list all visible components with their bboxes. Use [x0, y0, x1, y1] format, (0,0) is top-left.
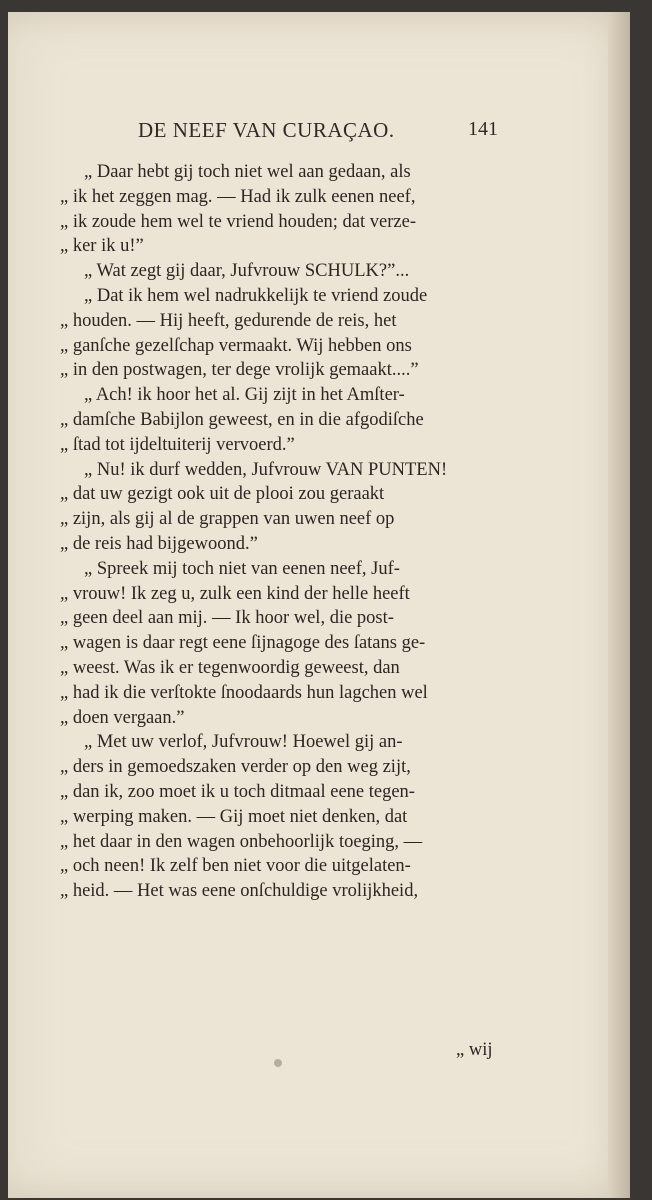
text-line: „ dan ik, zoo moet ik u toch ditmaal eene tegen- [60, 781, 415, 802]
text-line: „ ker ik u!” [60, 236, 144, 257]
text-line: „ Ach! ik hoor het al. Gij zijt in het Amſter- [84, 385, 405, 406]
text-line: „ werping maken. — Gij moet niet denken, dat [60, 806, 408, 827]
page-gutter [608, 12, 630, 1198]
text-line: „ ik zoude hem wel te vriend houden; dat verze- [60, 211, 416, 232]
text-line: „ Dat ik hem wel nadrukkelijk te vriend zoude [84, 285, 428, 306]
text-line: „ de reis had bijgewoond.” [60, 533, 258, 554]
text-line: „ in den postwagen, ter dege vrolijk gemaakt....” [60, 360, 419, 381]
text-line: „ had ik die verſtokte ſnoodaards hun lagchen wel [60, 682, 428, 703]
text-line: „ ik het zeggen mag. — Had ik zulk eenen neef, [60, 186, 416, 207]
text-line: „ Wat zegt gij daar, Jufvrouw SCHULK?”... [84, 261, 410, 282]
text-line: „ ſtad tot ijdeltuiterij vervoerd.” [60, 434, 295, 455]
paper-mark [274, 1059, 282, 1067]
text-line: „ dat uw gezigt ook uit de plooi zou geraakt [60, 484, 385, 505]
text-line: „ geen deel aan mij. — Ik hoor wel, die post- [60, 608, 394, 629]
body-text [60, 160, 520, 904]
text-line: „ zijn, als gij al de grappen van uwen neef op [60, 509, 395, 530]
text-line: „ Daar hebt gij toch niet wel aan gedaan, als [84, 162, 411, 182]
text-line: „ ders in gemoedszaken verder op den weg zijt, [60, 757, 411, 778]
text-line: „ het daar in den wagen onbehoorlijk toeging, — [60, 831, 423, 852]
running-header [138, 118, 498, 148]
text-line: „ Spreek mij toch niet van eenen neef, Juf- [84, 558, 400, 579]
text-line: „ heid. — Het was eene onſchuldige vrolijkheid, [60, 881, 419, 902]
running-title: DE NEEF VAN CURAÇAO. [138, 118, 395, 142]
text-line: „ damſche Babijlon geweest, en in die afgodiſche [60, 409, 424, 430]
text-line: „ doen vergaan.” [60, 707, 185, 728]
catchword: „ wij [456, 1040, 493, 1060]
text-line: „ Met uw verlof, Jufvrouw! Hoewel gij an- [84, 732, 403, 753]
page-number: 141 [468, 118, 498, 140]
text-line: „ och neen! Ik zelf ben niet voor die uitgelaten- [60, 856, 411, 877]
text-line: „ ganſche gezelſchap vermaakt. Wij hebben ons [60, 335, 412, 356]
text-line: „ vrouw! Ik zeg u, zulk een kind der helle heeft [60, 583, 410, 604]
text-line: „ houden. — Hij heeft, gedurende de reis, het [60, 310, 397, 331]
book-page [8, 12, 630, 1198]
text-line: „ wagen is daar regt eene ſijnagoge des ſatans ge- [60, 633, 426, 654]
text-line: „ Nu! ik durf wedden, Jufvrouw VAN PUNTEN! [84, 459, 448, 480]
text-line: „ weest. Was ik er tegenwoordig geweest, dan [60, 657, 400, 678]
